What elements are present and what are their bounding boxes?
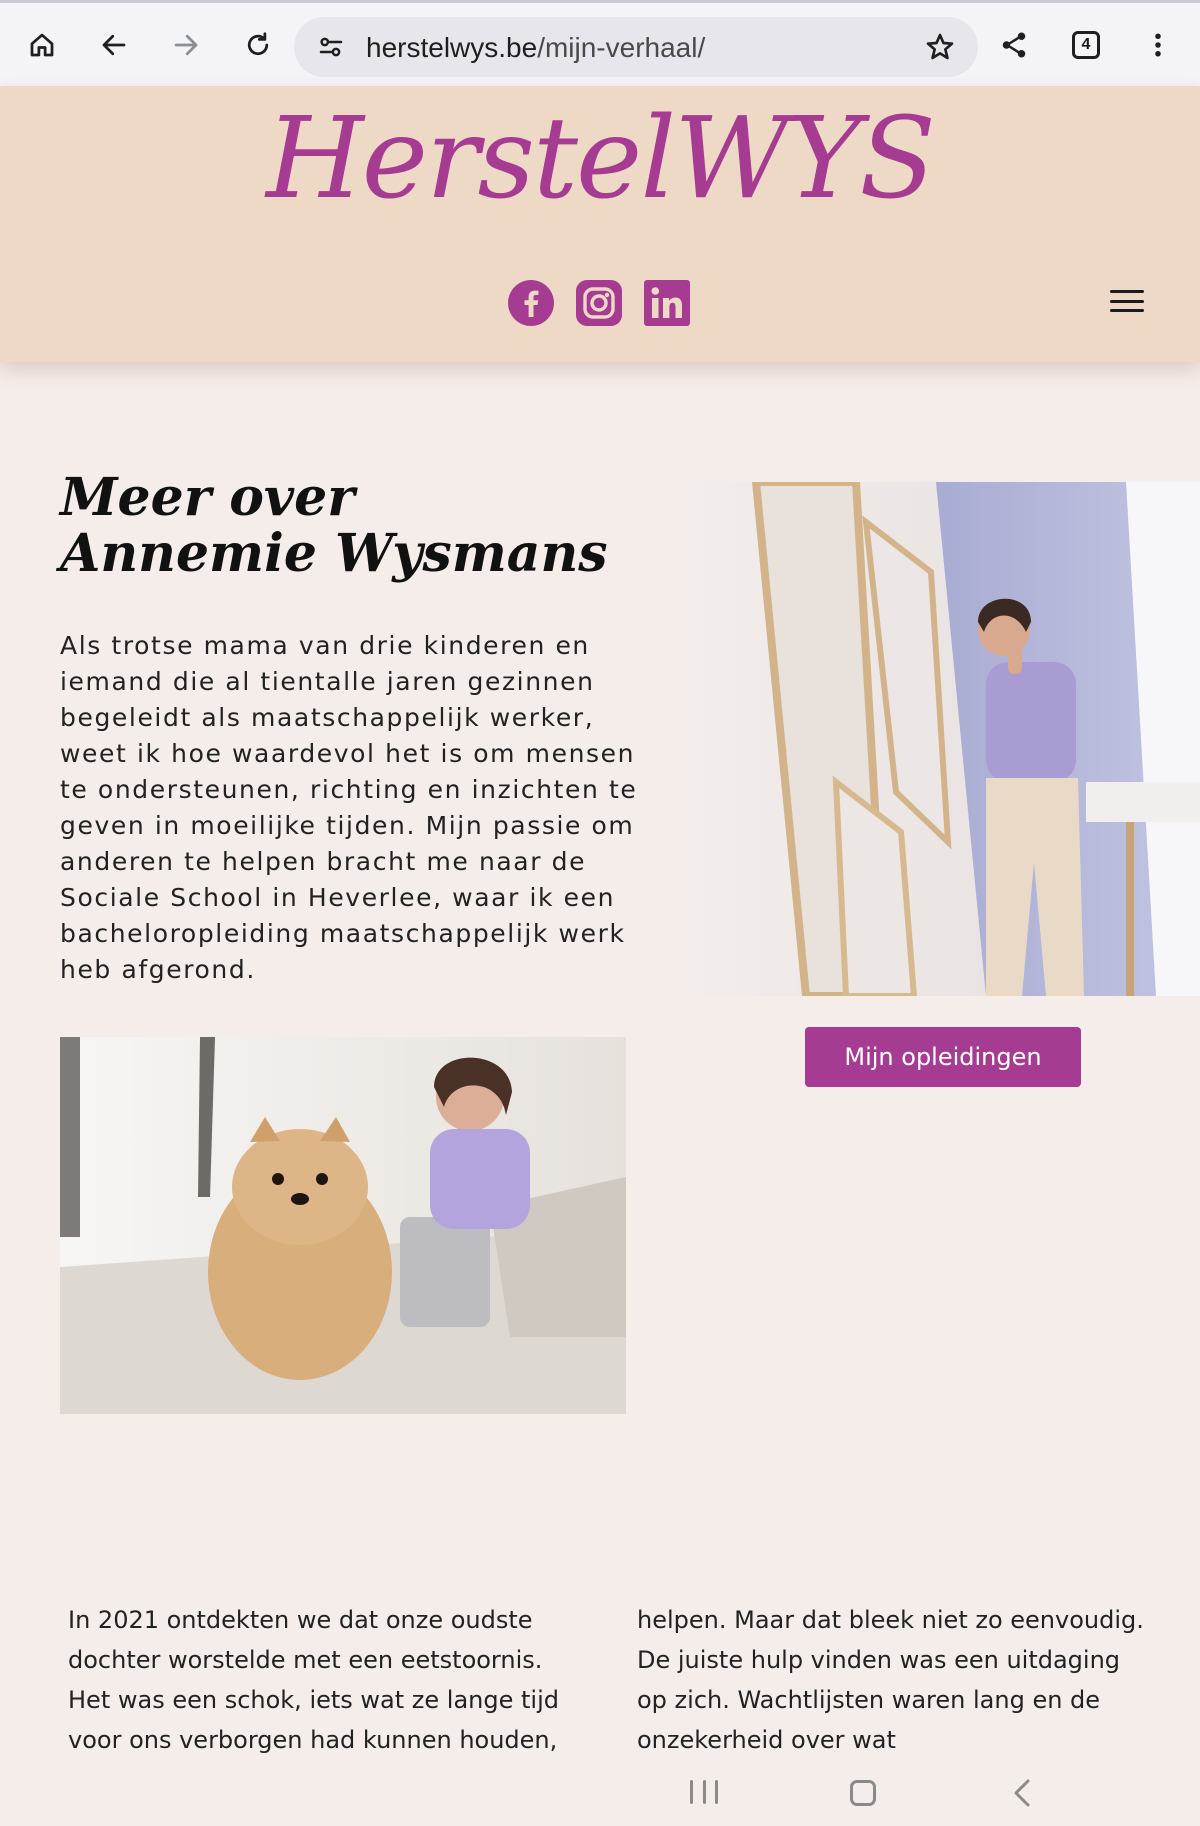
- photo-woman-on-phone: [686, 482, 1200, 996]
- page-heading: Meer over Annemie Wysmans: [60, 467, 608, 584]
- site-settings-icon[interactable]: [316, 32, 346, 62]
- story-column-left: In 2021 ontdekten we dat onze oudste dochter worstelde met een eetstoornis. Het was een schok, iets wat ze lange tijd voor ons verborgen had kunnen houden,: [68, 1606, 559, 1754]
- home-icon[interactable]: [14, 17, 70, 73]
- more-menu-icon[interactable]: [1130, 17, 1186, 73]
- recent-apps-icon[interactable]: [690, 1780, 718, 1810]
- home-nav-icon[interactable]: [850, 1780, 876, 1806]
- social-links: [508, 280, 690, 326]
- address-bar[interactable]: [294, 17, 978, 77]
- photo-woman-with-dog: [60, 1037, 626, 1414]
- url-domain: herstelwys.be: [366, 32, 538, 63]
- site-logo[interactable]: HerstelWYS: [266, 94, 934, 224]
- bookmark-star-icon[interactable]: [924, 31, 956, 63]
- tabs-icon[interactable]: 4: [1072, 31, 1100, 59]
- facebook-icon[interactable]: [508, 280, 554, 326]
- story-column-right: helpen. Maar dat bleek niet zo eenvoudig. De juiste hulp vinden was een uitdaging op zich. Wachtlijsten waren lang en de onzekerheid over wat: [637, 1606, 1144, 1754]
- system-nav-bar: [0, 1766, 1200, 1826]
- back-icon[interactable]: [86, 17, 142, 73]
- browser-toolbar: [0, 0, 1200, 86]
- back-nav-icon[interactable]: [1012, 1778, 1032, 1808]
- intro-paragraph: Als trotse mama van drie kinderen en iemand die al tientalle jaren gezinnen begeleidt als maatschappelijk werker, weet ik hoe waardevol het is om mensen te ondersteunen, richting en inzichten te geven in moeilijke tijden. Mijn passie om anderen te helpen bracht me naar de Sociale School in Heverlee, waar ik een bacheloropleiding maatschappelijk werk heb afgerond.: [60, 631, 638, 984]
- url-path: /mijn-verhaal/: [537, 32, 706, 63]
- site-header: [0, 86, 1200, 362]
- share-icon[interactable]: [986, 17, 1042, 73]
- linkedin-icon[interactable]: [644, 280, 690, 326]
- url-text: [366, 32, 705, 64]
- instagram-icon[interactable]: [576, 280, 622, 326]
- forward-icon[interactable]: [158, 17, 214, 73]
- reload-icon[interactable]: [230, 17, 286, 73]
- mijn-opleidingen-button[interactable]: Mijn opleidingen: [805, 1027, 1081, 1087]
- menu-hamburger-icon[interactable]: [1110, 286, 1144, 316]
